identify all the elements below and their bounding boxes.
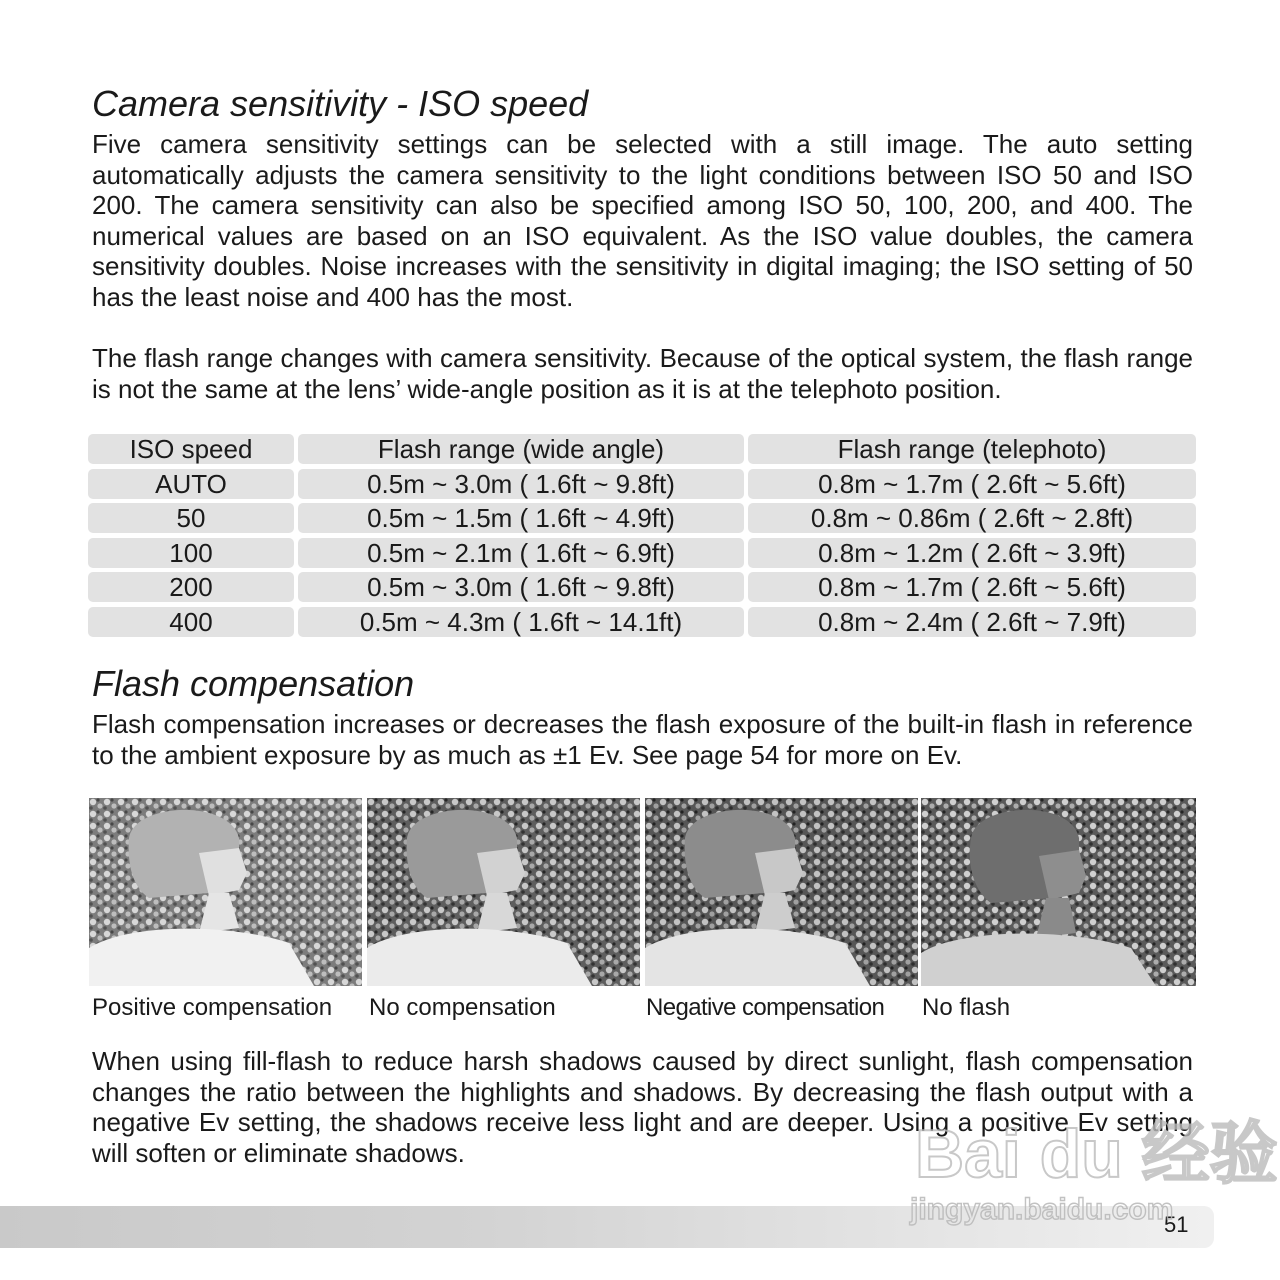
caption-no-flash: No flash	[922, 994, 1011, 1021]
table-cell: AUTO	[88, 469, 294, 499]
flash-range-table	[88, 434, 1196, 642]
flash-paragraph-1: Flash compensation increases or decreases the flash exposure of the built-in flash in reference to the ambient exposure by as much as ±1 Ev. See page 54 for more on Ev.	[92, 709, 1193, 770]
section-title-flash: Flash compensation	[92, 663, 415, 704]
iso-paragraph-2: The flash range changes with camera sensitivity. Because of the optical system, the flash range is not the same at the lens’ wide-angle position as it is at the telephoto position.	[92, 343, 1193, 404]
watermark-url: jingyan.baidu.com	[910, 1193, 1174, 1226]
table-cell: 100	[88, 538, 294, 568]
table-cell: 0.8m ~ 2.4m ( 2.6ft ~ 7.9ft)	[748, 607, 1196, 637]
table-cell: 0.5m ~ 1.5m ( 1.6ft ~ 4.9ft)	[298, 503, 744, 533]
table-row	[88, 469, 1196, 499]
table-row	[88, 572, 1196, 602]
table-header-row	[88, 434, 1196, 464]
table-header-cell: Flash range (wide angle)	[298, 434, 744, 464]
caption-negative-compensation: Negative compensation	[646, 994, 885, 1021]
section-title-iso: Camera sensitivity - ISO speed	[92, 83, 589, 124]
photo-positive-compensation	[89, 798, 362, 986]
compensation-photo-strip	[89, 798, 1196, 986]
table-cell: 0.5m ~ 3.0m ( 1.6ft ~ 9.8ft)	[298, 572, 744, 602]
table-cell: 0.8m ~ 1.7m ( 2.6ft ~ 5.6ft)	[748, 469, 1196, 499]
photo-negative-compensation	[645, 798, 918, 986]
footer-bar	[0, 1206, 1214, 1248]
watermark-logo: Bai du 经验	[915, 1116, 1278, 1192]
iso-paragraph-1: Five camera sensitivity settings can be selected with a still image. The auto setting automatically adjusts the camera sensitivity to the light conditions between ISO 50 and ISO 200. The camera sensitivity can also be specified among ISO 50, 100, 200, and 400. The numerical values are based on an ISO equivalent. As the ISO value doubles, the camera sensitivity doubles. Noise increases with the sensitivity in digital imaging; the ISO setting of 50 has the least noise and 400 has the most.	[92, 129, 1193, 312]
page-number: 51	[1164, 1212, 1189, 1237]
table-cell: 0.5m ~ 4.3m ( 1.6ft ~ 14.1ft)	[298, 607, 744, 637]
table-cell: 200	[88, 572, 294, 602]
table-cell: 0.8m ~ 0.86m ( 2.6ft ~ 2.8ft)	[748, 503, 1196, 533]
photo-no-compensation	[367, 798, 640, 986]
table-cell: 0.8m ~ 1.7m ( 2.6ft ~ 5.6ft)	[748, 572, 1196, 602]
table-cell: 0.8m ~ 1.2m ( 2.6ft ~ 3.9ft)	[748, 538, 1196, 568]
table-row	[88, 538, 1196, 568]
table-row	[88, 503, 1196, 533]
table-header-cell: ISO speed	[88, 434, 294, 464]
caption-positive-compensation: Positive compensation	[92, 994, 333, 1021]
table-row	[88, 607, 1196, 637]
table-header-cell: Flash range (telephoto)	[748, 434, 1196, 464]
flash-paragraph-2: When using fill-flash to reduce harsh shadows caused by direct sunlight, flash compensation changes the ratio between the highlights and shadows. By decreasing the flash output with a negative Ev setting, the shadows receive less light and are deeper. Using a positive Ev setting will soften or eliminate shadows.	[92, 1046, 1193, 1168]
caption-no-compensation: No compensation	[369, 994, 556, 1021]
table-cell: 50	[88, 503, 294, 533]
photo-no-flash	[921, 798, 1196, 986]
table-cell: 400	[88, 607, 294, 637]
table-cell: 0.5m ~ 2.1m ( 1.6ft ~ 6.9ft)	[298, 538, 744, 568]
table-cell: 0.5m ~ 3.0m ( 1.6ft ~ 9.8ft)	[298, 469, 744, 499]
